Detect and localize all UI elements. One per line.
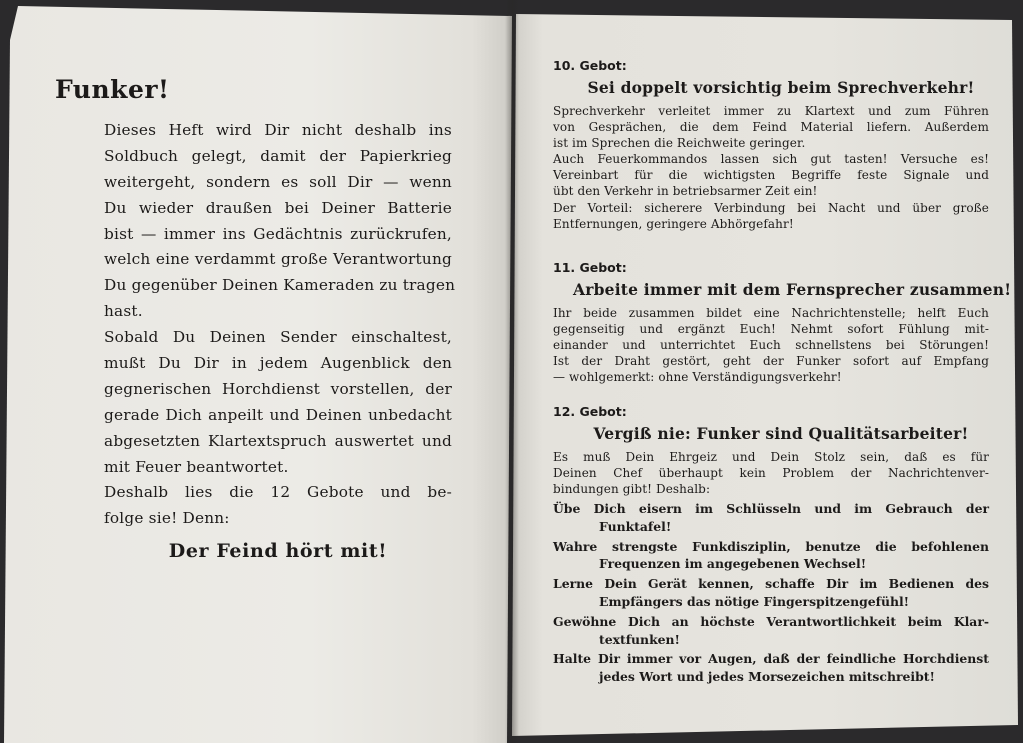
text-line: von Gesprächen, die dem Feind Material liefern. Außerdem <box>553 120 989 135</box>
list-item <box>553 500 989 536</box>
text-line: Deshalb lies die 12 Gebote und be- <box>104 483 452 502</box>
text-line: Deinen Chef überhaupt kein Problem der Nachrichtenver- <box>553 466 989 481</box>
commandment-label: 10. Gebot: <box>553 58 627 73</box>
text-line: gerade Dich anpeilt und Deinen unbedacht <box>104 405 452 424</box>
text-line: Ihr beide zusammen bildet eine Nachrichtenstelle; helft Euch <box>553 306 989 320</box>
text-line: Sprechverkehr verleitet immer zu Klartext und zum Führen <box>553 104 989 118</box>
list-item-line: Wahre strengste Funkdisziplin, benutze die befohlenen <box>553 538 989 554</box>
list-item-line: Lerne Dein Gerät kennen, schaffe Dir im Bedienen des <box>553 576 989 592</box>
page-heading: Funker! <box>55 75 170 104</box>
list-item-line: Frequenzen im angegebenen Wechsel! <box>599 556 867 572</box>
commandment-11 <box>553 258 1012 385</box>
text-line: mit Feuer beantwortet. <box>104 457 289 476</box>
list-item <box>553 650 989 686</box>
commandment-title: Arbeite immer mit dem Fernsprecher zusammen! <box>573 280 1012 299</box>
text-line: bist — immer ins Gedächtnis zurückrufen, <box>104 224 452 243</box>
intro-paragraphs <box>104 118 456 532</box>
text-line: Dieses Heft wird Dir nicht deshalb ins <box>104 121 452 139</box>
text-line: Du wieder draußen bei Deiner Batterie <box>104 198 452 217</box>
text-line: übt den Verkehr in betriebsarmer Zeit ein! <box>553 184 818 199</box>
list-item <box>553 575 989 611</box>
list-item-line: textfunken! <box>599 631 680 647</box>
text-line: einander und unterrichtet Euch schnellstens bei Störungen! <box>553 338 989 353</box>
text-line: bindungen gibt! Deshalb: <box>553 482 711 497</box>
list-item <box>553 538 989 574</box>
list-item-line: Übe Dich eisern im Schlüsseln und im Gebrauch der <box>553 501 989 516</box>
text-line: Soldbuch gelegt, damit der Papierkrieg <box>104 146 452 165</box>
text-line: gegnerischen Horchdienst vorstellen, der <box>104 379 452 398</box>
text-line: Sobald Du Deinen Sender einschaltest, <box>104 328 452 347</box>
text-line: Der Vorteil: sicherere Verbindung bei Nacht und über große <box>553 200 989 215</box>
closing-slogan: Der Feind hört mit! <box>168 540 388 562</box>
list-item-line: Gewöhne Dich an höchste Verantwortlichkeit beim Klar- <box>553 613 989 629</box>
book-gutter <box>505 0 519 743</box>
list-item-line: Empfängers das nötige Fingerspitzengefühl! <box>599 593 910 609</box>
text-line: — wohlgemerkt: ohne Verständigungsverkehr! <box>553 370 842 385</box>
text-line: folge sie! Denn: <box>104 509 230 528</box>
text-line: Es muß Dein Ehrgeiz und Dein Stolz sein, daß es für <box>553 450 989 464</box>
text-line: ist im Sprechen die Reichweite geringer. <box>553 136 806 151</box>
commandment-label: 12. Gebot: <box>553 404 627 419</box>
text-line: welch eine verdammt große Verantwortung <box>104 250 452 269</box>
rules-list <box>553 500 989 688</box>
commandment-title: Sei doppelt vorsichtig beim Sprechverkehr! <box>587 78 975 97</box>
list-item-line: jedes Wort und jedes Morsezeichen mitschreibt! <box>599 669 935 685</box>
list-item-line: Funktafel! <box>599 518 672 534</box>
text-line: weitergeht, sondern es soll Dir — wenn <box>104 172 452 191</box>
text-line: mußt Du Dir in jedem Augenblick den <box>104 354 452 373</box>
commandment-10 <box>553 56 989 232</box>
commandment-title: Vergiß nie: Funker sind Qualitätsarbeiter! <box>593 424 969 443</box>
list-item <box>553 613 989 649</box>
text-line: gegenseitig und ergänzt Euch! Nehmt sofort Fühlung mit- <box>553 322 989 337</box>
commandment-label: 11. Gebot: <box>553 260 627 275</box>
text-line: Ist der Draht gestört, geht der Funker sofort auf Empfang <box>553 354 989 369</box>
text-line: abgesetzten Klartextspruch auswertet und <box>104 431 452 450</box>
text-line: Auch Feuerkommandos lassen sich gut tasten! Versuche es! <box>553 152 989 167</box>
list-item-line: Halte Dir immer vor Augen, daß der feindliche Horchdienst <box>553 651 989 667</box>
text-line: Entfernungen, geringere Abhörgefahr! <box>553 216 794 231</box>
commandment-12 <box>553 402 989 497</box>
text-line: Vereinbart für die wichtigsten Begriffe feste Signale und <box>553 168 989 183</box>
text-line: hast. <box>104 302 143 321</box>
text-line: Du gegenüber Deinen Kameraden zu tragen <box>104 276 456 295</box>
